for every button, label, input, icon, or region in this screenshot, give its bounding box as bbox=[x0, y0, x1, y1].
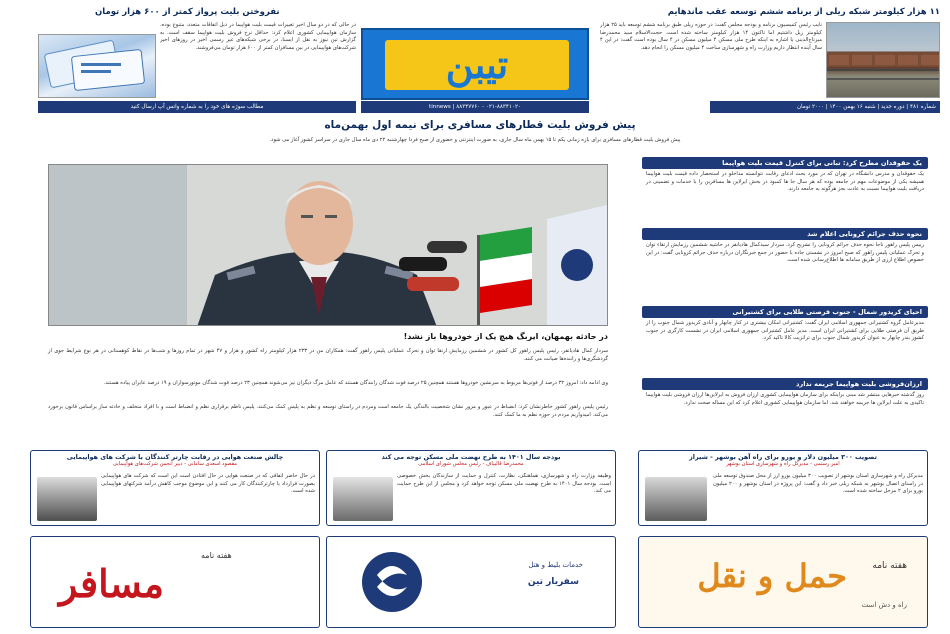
sidebar-story-4-text: روز گذشته خبرهایی منتشر شد مبنی براینکه برای سازمان هواپیمایی کشوری ارزان فروش به ایرلاین‌ها ارزان فروشی بلیت هواپیما تاکیدی به علت ایرلاین ها جریمه خواهند شد. اما سازمان هواپیمایی کشوری اعلام کرد که این مساله صحت ندارد. bbox=[646, 392, 924, 406]
main-headline[interactable]: پیش فروش بلیت قطارهای مسافری برای نیمه اول بهمن‌ماه bbox=[324, 119, 636, 131]
ad-center-sub: خدمات بلیط و هتل bbox=[528, 561, 583, 569]
ticket-photo bbox=[38, 34, 156, 98]
ad-left-mosafer[interactable] bbox=[30, 536, 320, 628]
ad-right-kicker: هفته نامه bbox=[872, 561, 907, 571]
press-conference-illustration bbox=[48, 165, 607, 326]
train-photo bbox=[826, 22, 940, 98]
header-issue-line: ۱۱ هزار کیلومتر شبکه ریلی از برنامه ششم توسعه عقب ماندهایم bbox=[667, 7, 940, 17]
top-left-story: در حالی که در دو سال اخیر تغییرات قیمت بلیت هواپیما در ذیل اتفاقات متعدد، متنوع بوده، سازمان هواپیمایی کشوری اعلام کرد: حداقل نرخ فروش بلیت هواپیما سقف است. به گزارش تین نیوز به نقل از ایسنا، در برخی شبکه‌های غیر رسمی اخیر در روزهای اخیر شرکت‌های هواپیمایی در بین مسافران کمتر از ۶۰۰ هزار تومان می‌فروشند. bbox=[160, 22, 356, 51]
ad-left-kicker: هفته نامه bbox=[201, 551, 232, 560]
column-center-title: بودجه سال ۱۴۰۱ به طرح نهضت ملی مسکن توجه می کند bbox=[381, 453, 561, 461]
column-center-author: محمدرضا قالیباف - رئیس مجلس شورای اسلامی bbox=[418, 461, 524, 467]
header-left-line: نفروختن بلیت پرواز کمتر از ۶۰۰ هزار تومان bbox=[95, 7, 280, 17]
main-body-1: سردار کمال هادیانفر، رئیس پلیس راهور کل کشور در ششمین رزمایش ارتقا توان و تحرک عملیاتی پلیس راهور گفت: همکاران من در ۲۳۳ هزار کیلومتر راه کشور و هزار و ۴۷ شهر در تمام روزها و شب‌ها در نقاط کوهستانی در هر نوع شرایط جوی از گردشگری‌ها و راننده‌ها صیانت می کنند. bbox=[48, 348, 608, 362]
sidebar-story-1-title: یک حقوقدان مطرح کرد: تبانی برای کنترل قیمت بلیت هواپیما bbox=[642, 157, 928, 169]
column-left-author: مقصود اسعدی سامانی - دبیر انجمن شرکت‌های هواپیمایی bbox=[112, 461, 238, 467]
column-box-center[interactable] bbox=[326, 450, 616, 526]
top-right-story: نایب رئیس کمیسیون برنامه و بودجه مجلس گفت: در حوزه ریلی طبق برنامه ششم توسعه باید ۲۵ هزار کیلومتر ریل داشتیم اما تاکنون ۱۴ هزار کیلومتر ساخته شده است. حجت‌الاسلام سید محمدرضا میرتاج‌الدینی با اشاره به اینکه طرح ملی مسکن ۴ میلیون مسکن در ۴ سال بوده است گفت: در این ۴ سال آینده انتظار داریم وزارت راه و شهرسازی ساخت ۴ میلیون مسکن را انجام دهد. bbox=[600, 22, 822, 51]
ad-left-brand: مسافر bbox=[59, 561, 164, 606]
main-photo bbox=[48, 164, 608, 326]
column-right-author: امیر رستمی - مدیرکل راه و شهرسازی استان بوشهر bbox=[726, 461, 840, 467]
column-right-text: مدیرکل راه و شهرسازی استان بوشهر از تصویب ۳۰۰ میلیون یورو ارز از محل صندوق توسعه ملی در راستای اتصال بوشهر به شبکه ریلی خبر داد و گفت: این پروژه در استان بوشهر و ۲۰۰ میلیون یورو برای ۲ مرحل ساخته شده است. bbox=[713, 473, 923, 495]
ad-right-brand: حمل و نقل bbox=[697, 557, 847, 595]
column-center-portrait bbox=[333, 477, 393, 521]
sidebar-story-4[interactable] bbox=[642, 378, 928, 446]
sidebar-story-3-title: احیای کریدور شمال - جنوب فرصتی طلایی برای کشتیرانی bbox=[642, 306, 928, 318]
column-center-text: وظیفه وزارت راه و شهرسازی، هماهنگی، نظارت، کنترل و حمایت از سازندگان بخش خصوصی است. بودجه سال ۱۴۰۱ به طرح نهضت ملی مسکن توجه خواهد کرد و مجلس از این طرح حمایت می کند. bbox=[397, 473, 611, 495]
sidebar-story-4-title: ارزان‌فروشی بلیت هواپیما جریمه ندارد bbox=[642, 378, 928, 390]
column-right-title: تصویب ۳۰۰ میلیون دلار و یورو برای راه آهن بوشهر - شیراز bbox=[689, 453, 877, 461]
main-body-3: رئیس پلیس راهور کشور خاطرنشان کرد: انضباط در عبور و مرور نشان شخصیت بالندگی یک جامعه است ومردم در راستای توسعه و نظم به پلیس کمک می‌کنند. پلیس ناظم برقراری نظم و انضباط است و با افراد متخلف و حادثه ساز براساس قانون برخورد می‌کند. امیدواریم مردم در حوزه نظم به ما کمک کنند. bbox=[48, 404, 608, 418]
ad-right-hamlonaghl[interactable] bbox=[638, 536, 928, 628]
column-box-left[interactable] bbox=[30, 450, 320, 526]
safaryar-logo-icon bbox=[357, 547, 427, 617]
column-left-portrait bbox=[37, 477, 97, 521]
sidebar-story-2[interactable] bbox=[642, 228, 928, 304]
sidebar-story-2-text: رییس پلیس راهور ناجا نحوه حذف جرائم کرونایی را تشریح کرد. سردار سیدکمال هادیانفر در حاشیه ششمین رزمایش ارتقاء توان و تحرک عملیاتی پلیس راهور که صبح امروز در نشستی جاده با حضور در جمع خبرنگاران درباره حذف جرائم کرونایی گفت: در این خصوص اطلاع ارزی از طریق سامانه ها اطلاع‌رسانی شده است. bbox=[646, 242, 924, 264]
ad-center-safaryar[interactable] bbox=[326, 536, 616, 628]
train-illustration bbox=[826, 23, 939, 98]
column-box-right[interactable] bbox=[638, 450, 928, 526]
column-left-title: چالش صنعت هوایی در رقابت چارتر کنندگان با شرکت های هواپیمایی bbox=[66, 453, 284, 461]
column-left-text: در حال حاضر اتفاقی که در صنعت هوایی در حال افتادن است این است که شرکت های هواپیمایی بصورت قرارداد با چارترکنندگان کار می کنند و این موضوع موجب کاهش درآمد شرکتهای هواپیمایی شده است. bbox=[101, 473, 315, 495]
logo-wordmark: تیبن bbox=[385, 40, 569, 90]
ad-center-brand: سفریار تین bbox=[527, 577, 579, 587]
ad-right-tag: راه و دش است bbox=[861, 601, 907, 609]
sidebar-story-3-text: مدیرعامل گروه کشتیرانی جمهوری اسلامی ایران گفت: کشتیرانی امکان بیشتری در کنار چابهار و آبادی کریدور شمال جنوب را از طریق آن فرصتی طلایی برای کشتیرانی ایران است. مدیر عامل کشتیرانی جمهوری اسلامی ایران در نشست کارگری در جنوب کشور بندر چابهار به عنوان کریدور شمال جنوب برای ترانزیت کالا تاکید کرد. bbox=[646, 320, 924, 342]
column-right-portrait bbox=[645, 477, 707, 521]
info-bar-left: مطالب سوژه های خود را به شماره واتس آپ ارسال کنید bbox=[38, 101, 356, 113]
info-bar-center: ۰۲۱-۸۸۳۴۱۰۲۰ - ۸۸۳۴۷۷۶۰ | tinnews bbox=[361, 101, 589, 113]
sidebar-story-2-title: نحوه حذف جرائم کرونایی اعلام شد bbox=[642, 228, 928, 240]
sidebar-story-1-text: یک حقوقدان و مدرس دانشگاه در تهران که در مورد بحث ادعای رقابت نتوانسته مداخلو در استحصار داده قیمت بلیت هواپیما همیشه یکی از موضوعات مهم در جامعه بوده که هر سال جا ها کمبود در بخش ایرلاین ها مسافرین را با خدمات و تضمینی در دریافت بلیت هواپیما نسبت به عادت بجز هرگونه به جامعه دارند. bbox=[646, 171, 924, 193]
main-lead: پیش فروش بلیت قطارهای مسافری برای بازه زمانی یکم تا ۱۵ بهمن ماه سال جاری، به صورت اینترنتی و حضوری از صبح فردا چهارشنبه ۲۲ دی ماه سال جاری در سراسر کشور آغاز می شود. bbox=[269, 137, 681, 143]
info-bar-right: شماره ۴۸۱ | دوره جدید | شنبه ۱۶ بهمن ۱۴۰۰ | ۲۰۰۰ تومان bbox=[710, 101, 940, 113]
sidebar-story-1[interactable] bbox=[642, 157, 928, 225]
newspaper-logo[interactable] bbox=[361, 28, 589, 100]
ticket-illustration bbox=[38, 35, 155, 98]
sidebar-story-3[interactable] bbox=[642, 306, 928, 378]
main-body-2: وی ادامه داد: امروز ۳۲ درصد از فوتی‌ها مربوط به سرنشین خودروها هستند همچنین ۲۵ درصد فوت شدگان رانندگان هستند که عامل مرگ دیگران نیز می‌شوند همچنین ۲۳ درصد فوت شدگان موتورسواران و ۱۹ درصد عابران پیاده هستند. bbox=[103, 380, 608, 386]
sub-headline[interactable]: در حادثه بهمهان، ایربگ هیچ یک از خودروها باز نشد! bbox=[403, 332, 608, 341]
